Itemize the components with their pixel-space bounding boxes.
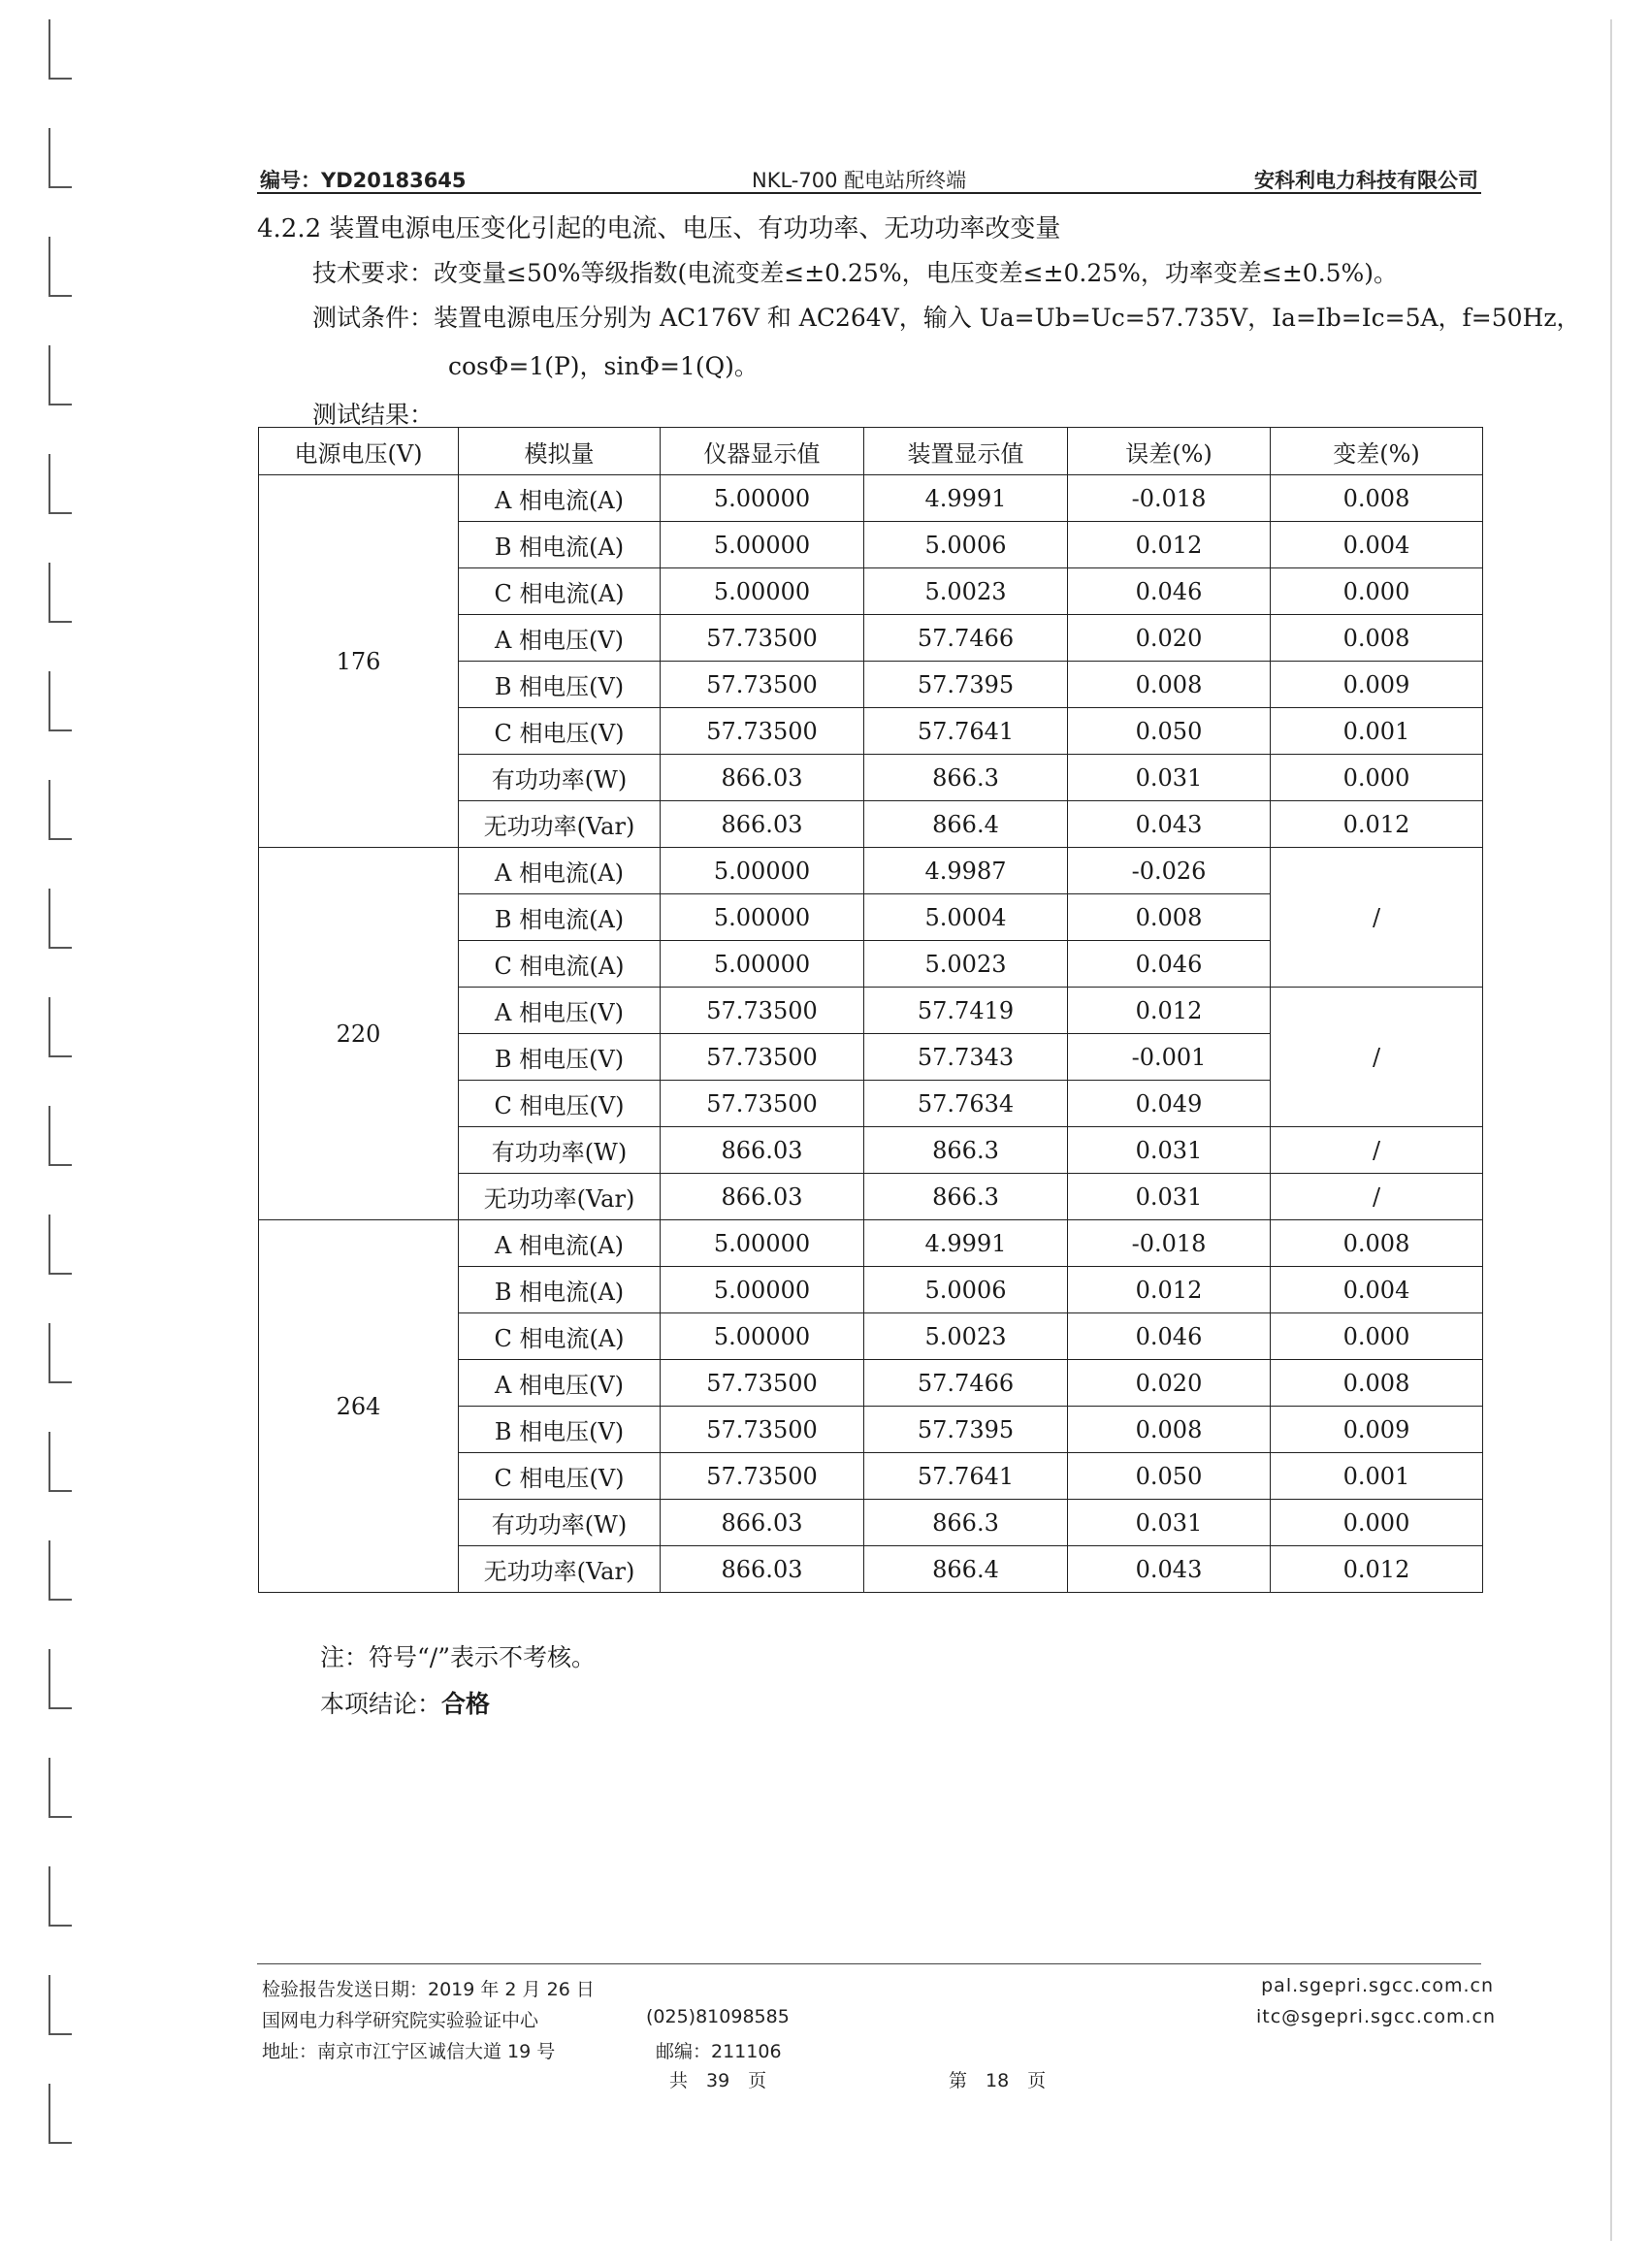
variation-cell: 0.000 bbox=[1271, 1313, 1483, 1360]
instrument-value-cell: 866.03 bbox=[661, 755, 864, 801]
supply-voltage-cell: 220 bbox=[259, 848, 459, 1220]
error-cell: 0.020 bbox=[1068, 1360, 1271, 1407]
instrument-value-cell: 57.73500 bbox=[661, 1453, 864, 1500]
device-value-cell: 57.7395 bbox=[864, 662, 1068, 708]
instrument-value-cell: 57.73500 bbox=[661, 1360, 864, 1407]
quantity-cell: A 相电压(V) bbox=[459, 988, 661, 1034]
email: itc@sgepri.sgcc.com.cn bbox=[1255, 2006, 1496, 2027]
error-cell: 0.012 bbox=[1068, 1267, 1271, 1313]
device-value-cell: 5.0023 bbox=[864, 1313, 1068, 1360]
instrument-value-cell: 866.03 bbox=[661, 1500, 864, 1546]
error-cell: 0.012 bbox=[1068, 988, 1271, 1034]
error-cell: 0.031 bbox=[1068, 1127, 1271, 1174]
total-pages: 共 39 页 bbox=[669, 2070, 767, 2091]
device-value-cell: 57.7466 bbox=[864, 1360, 1068, 1407]
error-cell: 0.046 bbox=[1068, 568, 1271, 615]
device-value-cell: 866.4 bbox=[864, 1546, 1068, 1593]
telephone: (025)81098585 bbox=[646, 2006, 790, 2027]
device-value-cell: 866.3 bbox=[864, 1127, 1068, 1174]
variation-cell: 0.009 bbox=[1271, 662, 1483, 708]
instrument-value-cell: 866.03 bbox=[661, 1127, 864, 1174]
variation-cell: / bbox=[1271, 988, 1483, 1127]
variation-cell: 0.012 bbox=[1271, 801, 1483, 848]
device-value-cell: 5.0023 bbox=[864, 941, 1068, 988]
quantity-cell: C 相电流(A) bbox=[459, 568, 661, 615]
company-name: 安科利电力科技有限公司 bbox=[1254, 169, 1478, 192]
note-text: 注：符号“/”表示不考核。 bbox=[320, 1643, 596, 1671]
instrument-value-cell: 866.03 bbox=[661, 1174, 864, 1220]
instrument-value-cell: 866.03 bbox=[661, 1546, 864, 1593]
test-condition-line-2: cosΦ=1(P)，sinΦ=1(Q)。 bbox=[448, 352, 759, 380]
error-cell: 0.043 bbox=[1068, 1546, 1271, 1593]
device-value-cell: 57.7641 bbox=[864, 1453, 1068, 1500]
error-cell: 0.049 bbox=[1068, 1081, 1271, 1127]
variation-cell: 0.009 bbox=[1271, 1407, 1483, 1453]
error-cell: 0.043 bbox=[1068, 801, 1271, 848]
error-cell: -0.026 bbox=[1068, 848, 1271, 894]
quantity-cell: A 相电流(A) bbox=[459, 1220, 661, 1267]
conclusion bbox=[320, 1685, 490, 1720]
table-row bbox=[259, 475, 1483, 522]
device-value-cell: 866.3 bbox=[864, 1500, 1068, 1546]
error-cell: 0.020 bbox=[1068, 615, 1271, 662]
header-variation: 变差(%) bbox=[1271, 428, 1483, 475]
device-value-cell: 57.7634 bbox=[864, 1081, 1068, 1127]
device-value-cell: 57.7641 bbox=[864, 708, 1068, 755]
quantity-cell: A 相电压(V) bbox=[459, 615, 661, 662]
error-cell: 0.008 bbox=[1068, 1407, 1271, 1453]
error-cell: -0.018 bbox=[1068, 1220, 1271, 1267]
variation-cell: 0.008 bbox=[1271, 475, 1483, 522]
quantity-cell: B 相电压(V) bbox=[459, 1407, 661, 1453]
variation-cell: 0.012 bbox=[1271, 1546, 1483, 1593]
quantity-cell: B 相电流(A) bbox=[459, 894, 661, 941]
error-cell: 0.031 bbox=[1068, 1174, 1271, 1220]
device-value-cell: 4.9991 bbox=[864, 1220, 1068, 1267]
device-value-cell: 866.4 bbox=[864, 801, 1068, 848]
header-device-value: 装置显示值 bbox=[864, 428, 1068, 475]
variation-cell: 0.001 bbox=[1271, 708, 1483, 755]
error-cell: 0.046 bbox=[1068, 1313, 1271, 1360]
report-number: 编号：YD20183645 bbox=[260, 169, 467, 192]
device-value-cell: 57.7343 bbox=[864, 1034, 1068, 1081]
device-value-cell: 4.9987 bbox=[864, 848, 1068, 894]
instrument-value-cell: 57.73500 bbox=[661, 1034, 864, 1081]
device-value-cell: 57.7395 bbox=[864, 1407, 1068, 1453]
section-title: 4.2.2 装置电源电压变化引起的电流、电压、有功功率、无功功率改变量 bbox=[257, 214, 1061, 243]
instrument-value-cell: 57.73500 bbox=[661, 708, 864, 755]
send-date: 检验报告发送日期：2019 年 2 月 26 日 bbox=[262, 1979, 595, 2000]
error-cell: 0.012 bbox=[1068, 522, 1271, 568]
error-cell: 0.046 bbox=[1068, 941, 1271, 988]
instrument-value-cell: 5.00000 bbox=[661, 941, 864, 988]
results-table bbox=[258, 427, 1483, 1593]
header-quantity: 模拟量 bbox=[459, 428, 661, 475]
conclusion-label: 本项结论： bbox=[320, 1690, 442, 1718]
device-value-cell: 5.0006 bbox=[864, 1267, 1068, 1313]
instrument-value-cell: 57.73500 bbox=[661, 988, 864, 1034]
instrument-value-cell: 57.73500 bbox=[661, 1081, 864, 1127]
result-label: 测试结果： bbox=[312, 401, 435, 429]
quantity-cell: A 相电压(V) bbox=[459, 1360, 661, 1407]
quantity-cell: 有功功率(W) bbox=[459, 1500, 661, 1546]
address: 地址：南京市江宁区诚信大道 19 号 bbox=[262, 2041, 556, 2062]
variation-cell: / bbox=[1271, 1174, 1483, 1220]
quantity-cell: C 相电流(A) bbox=[459, 941, 661, 988]
header-instrument-value: 仪器显示值 bbox=[661, 428, 864, 475]
quantity-cell: 有功功率(W) bbox=[459, 1127, 661, 1174]
quantity-cell: C 相电压(V) bbox=[459, 708, 661, 755]
footer-divider bbox=[257, 1963, 1481, 1964]
quantity-cell: A 相电流(A) bbox=[459, 475, 661, 522]
device-value-cell: 5.0006 bbox=[864, 522, 1068, 568]
instrument-value-cell: 57.73500 bbox=[661, 662, 864, 708]
binding-marks bbox=[48, 19, 78, 2251]
supply-voltage-cell: 176 bbox=[259, 475, 459, 848]
quantity-cell: 无功功率(Var) bbox=[459, 801, 661, 848]
technical-requirement: 技术要求：改变量≤50%等级指数(电流变差≤±0.25%，电压变差≤±0.25%，功率变差≤±0.5%)。 bbox=[312, 259, 1399, 287]
instrument-value-cell: 57.73500 bbox=[661, 1407, 864, 1453]
instrument-value-cell: 5.00000 bbox=[661, 894, 864, 941]
variation-cell: 0.000 bbox=[1271, 755, 1483, 801]
error-cell: 0.031 bbox=[1068, 1500, 1271, 1546]
instrument-value-cell: 866.03 bbox=[661, 801, 864, 848]
organization: 国网电力科学研究院实验验证中心 bbox=[262, 2010, 539, 2031]
device-value-cell: 57.7466 bbox=[864, 615, 1068, 662]
error-cell: -0.018 bbox=[1068, 475, 1271, 522]
device-value-cell: 866.3 bbox=[864, 755, 1068, 801]
quantity-cell: B 相电流(A) bbox=[459, 1267, 661, 1313]
variation-cell: 0.000 bbox=[1271, 1500, 1483, 1546]
table-row bbox=[259, 1220, 1483, 1267]
device-value-cell: 57.7419 bbox=[864, 988, 1068, 1034]
conclusion-value: 合格 bbox=[441, 1690, 491, 1718]
instrument-value-cell: 5.00000 bbox=[661, 848, 864, 894]
device-value-cell: 4.9991 bbox=[864, 475, 1068, 522]
variation-cell: 0.001 bbox=[1271, 1453, 1483, 1500]
product-name: NKL-700 配电站所终端 bbox=[752, 169, 967, 192]
instrument-value-cell: 5.00000 bbox=[661, 1220, 864, 1267]
header-error: 误差(%) bbox=[1068, 428, 1271, 475]
variation-cell: / bbox=[1271, 1127, 1483, 1174]
postal-code: 邮编：211106 bbox=[656, 2041, 782, 2062]
error-cell: 0.050 bbox=[1068, 1453, 1271, 1500]
variation-cell: / bbox=[1271, 848, 1483, 988]
variation-cell: 0.008 bbox=[1271, 615, 1483, 662]
variation-cell: 0.000 bbox=[1271, 568, 1483, 615]
variation-cell: 0.004 bbox=[1271, 522, 1483, 568]
error-cell: 0.031 bbox=[1068, 755, 1271, 801]
supply-voltage-cell: 264 bbox=[259, 1220, 459, 1593]
website: pal.sgepri.sgcc.com.cn bbox=[1261, 1975, 1494, 1996]
table-row bbox=[259, 848, 1483, 894]
error-cell: -0.001 bbox=[1068, 1034, 1271, 1081]
quantity-cell: C 相电压(V) bbox=[459, 1081, 661, 1127]
quantity-cell: 无功功率(Var) bbox=[459, 1546, 661, 1593]
quantity-cell: B 相电压(V) bbox=[459, 662, 661, 708]
page-number: 第 18 页 bbox=[949, 2070, 1047, 2091]
instrument-value-cell: 5.00000 bbox=[661, 1313, 864, 1360]
quantity-cell: C 相电压(V) bbox=[459, 1453, 661, 1500]
quantity-cell: C 相电流(A) bbox=[459, 1313, 661, 1360]
error-cell: 0.008 bbox=[1068, 662, 1271, 708]
quantity-cell: 有功功率(W) bbox=[459, 755, 661, 801]
quantity-cell: A 相电流(A) bbox=[459, 848, 661, 894]
table-header-row bbox=[259, 428, 1483, 475]
device-value-cell: 5.0023 bbox=[864, 568, 1068, 615]
error-cell: 0.008 bbox=[1068, 894, 1271, 941]
instrument-value-cell: 5.00000 bbox=[661, 475, 864, 522]
header-supply-voltage: 电源电压(V) bbox=[259, 428, 459, 475]
variation-cell: 0.004 bbox=[1271, 1267, 1483, 1313]
quantity-cell: B 相电流(A) bbox=[459, 522, 661, 568]
quantity-cell: B 相电压(V) bbox=[459, 1034, 661, 1081]
device-value-cell: 5.0004 bbox=[864, 894, 1068, 941]
variation-cell: 0.008 bbox=[1271, 1360, 1483, 1407]
instrument-value-cell: 5.00000 bbox=[661, 1267, 864, 1313]
variation-cell: 0.008 bbox=[1271, 1220, 1483, 1267]
error-cell: 0.050 bbox=[1068, 708, 1271, 755]
quantity-cell: 无功功率(Var) bbox=[459, 1174, 661, 1220]
instrument-value-cell: 5.00000 bbox=[661, 568, 864, 615]
test-condition-line-1: 测试条件：装置电源电压分别为 AC176V 和 AC264V，输入 Ua=Ub=Uc=57.735V，Ia=Ib=Ic=5A，f=50Hz， bbox=[312, 304, 1581, 332]
instrument-value-cell: 57.73500 bbox=[661, 615, 864, 662]
page-header bbox=[257, 163, 1481, 194]
device-value-cell: 866.3 bbox=[864, 1174, 1068, 1220]
instrument-value-cell: 5.00000 bbox=[661, 522, 864, 568]
page-edge bbox=[1610, 19, 1612, 2241]
